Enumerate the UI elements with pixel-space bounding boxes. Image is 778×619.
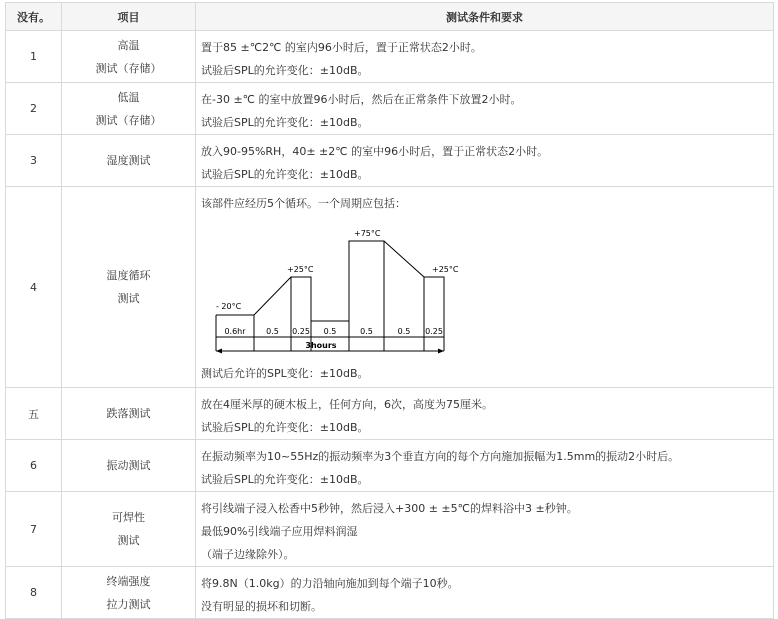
header-item: 项目 bbox=[62, 3, 196, 31]
condition-line: 测试后允许的SPL变化：±10dB。 bbox=[201, 367, 369, 380]
item-line: 振动测试 bbox=[106, 459, 151, 472]
row-number: 6 bbox=[6, 440, 62, 492]
condition-line: 试验后SPL的允许变化：±10dB。 bbox=[201, 473, 369, 486]
test-item bbox=[62, 135, 196, 187]
condition-line: 试验后SPL的允许变化：±10dB。 bbox=[201, 64, 369, 77]
test-item bbox=[62, 187, 196, 388]
temp-label: +25°C bbox=[287, 265, 314, 274]
test-item bbox=[62, 31, 196, 83]
condition-line: 在振动频率为10~55Hz的振动频率为3个垂直方向的每个方向施加振幅为1.5mm的振动2小时后。 bbox=[201, 450, 680, 463]
test-item bbox=[62, 388, 196, 440]
test-conditions bbox=[196, 388, 774, 440]
row-number: 4 bbox=[6, 187, 62, 388]
test-item bbox=[62, 83, 196, 135]
temperature-profile-line bbox=[216, 241, 444, 321]
item-line: 低温 bbox=[117, 90, 140, 104]
table-row bbox=[6, 388, 774, 440]
item-line: 拉力测试 bbox=[106, 597, 151, 611]
test-item bbox=[62, 567, 196, 619]
test-item bbox=[62, 440, 196, 492]
item-line: 测试 bbox=[117, 292, 140, 305]
row-number: 五 bbox=[6, 388, 62, 440]
test-conditions bbox=[196, 567, 774, 619]
item-line: 跌落测试 bbox=[106, 407, 151, 420]
condition-line: 放入90-95%RH，40± ±2℃ 的室中96小时后，置于正常状态2小时。 bbox=[201, 145, 549, 158]
item-line: 终端强度 bbox=[106, 574, 151, 588]
test-spec-table bbox=[5, 2, 774, 619]
condition-line: 最低90%引线端子应用焊料润湿 bbox=[201, 525, 358, 538]
condition-line: 置于85 ±℃2℃ 的室内96小时后，置于正常状态2小时。 bbox=[201, 41, 482, 54]
table-row bbox=[6, 492, 774, 567]
item-line: 高温 bbox=[117, 38, 140, 52]
test-conditions bbox=[196, 440, 774, 492]
condition-line: 放在4厘米厚的硬木板上，任何方向，6次，高度为75厘米。 bbox=[201, 398, 493, 411]
item-line: 测试 bbox=[117, 534, 140, 547]
condition-line: 试验后SPL的允许变化：±10dB。 bbox=[201, 116, 369, 129]
segment-label: 0.6hr bbox=[224, 327, 246, 336]
condition-line: 将引线端子浸入松香中5秒钟，然后浸入+300 ± ±5℃的焊料浴中3 ±秒钟。 bbox=[201, 502, 578, 515]
test-conditions bbox=[196, 187, 774, 388]
test-conditions bbox=[196, 83, 774, 135]
segment-label: 0.5 bbox=[360, 327, 373, 336]
table-row bbox=[6, 135, 774, 187]
segment-label: 0.5 bbox=[397, 327, 411, 336]
table-row bbox=[6, 440, 774, 492]
temperature-cycle-diagram bbox=[204, 217, 459, 362]
condition-line: （端子边缘除外）。 bbox=[201, 548, 295, 561]
arrow-left bbox=[216, 349, 222, 354]
arrow-right bbox=[438, 349, 444, 354]
condition-line: 该部件应经历5个循环。一个周期应包括： bbox=[201, 197, 406, 210]
condition-line: 试验后SPL的允许变化：±10dB。 bbox=[201, 421, 369, 434]
row-number: 1 bbox=[6, 31, 62, 83]
item-line: 测试（存储） bbox=[95, 61, 162, 75]
header-row bbox=[6, 3, 774, 31]
table-row bbox=[6, 567, 774, 619]
test-item bbox=[62, 492, 196, 567]
item-line: 温度循环 bbox=[106, 269, 151, 282]
condition-line: 试验后SPL的允许变化：±10dB。 bbox=[201, 168, 369, 181]
segment-label: 0.5 bbox=[323, 327, 337, 336]
row-number: 8 bbox=[6, 567, 62, 619]
temperature-cycle-svg bbox=[204, 217, 459, 362]
header-no: 没有。 bbox=[6, 3, 62, 31]
temp-label: +75°C bbox=[354, 229, 381, 238]
row-number: 7 bbox=[6, 492, 62, 567]
item-line: 测试（存储） bbox=[95, 113, 162, 127]
header-conditions: 测试条件和要求 bbox=[196, 3, 774, 31]
temp-label: - 20°C bbox=[216, 302, 242, 311]
total-duration-label: 3hours bbox=[305, 341, 337, 350]
segment-label: 0.25 bbox=[425, 327, 443, 336]
condition-line: 在-30 ±℃ 的室中放置96小时后，然后在正常条件下放置2小时。 bbox=[201, 93, 522, 106]
table-row bbox=[6, 83, 774, 135]
row-number: 3 bbox=[6, 135, 62, 187]
test-conditions bbox=[196, 135, 774, 187]
item-line: 可焊性 bbox=[112, 511, 145, 524]
table-row bbox=[6, 187, 774, 388]
test-conditions bbox=[196, 492, 774, 567]
table-row bbox=[6, 31, 774, 83]
row-number: 2 bbox=[6, 83, 62, 135]
segment-label: 0.5 bbox=[266, 327, 279, 336]
temp-label: +25°C bbox=[432, 265, 459, 274]
condition-line: 将9.8N（1.0kg）的力沿轴向施加到每个端子10秒。 bbox=[201, 577, 459, 590]
item-line: 湿度测试 bbox=[106, 154, 151, 167]
test-conditions bbox=[196, 31, 774, 83]
segment-label: 0.25 bbox=[292, 327, 310, 336]
condition-line: 没有明显的损坏和切断。 bbox=[201, 600, 322, 613]
